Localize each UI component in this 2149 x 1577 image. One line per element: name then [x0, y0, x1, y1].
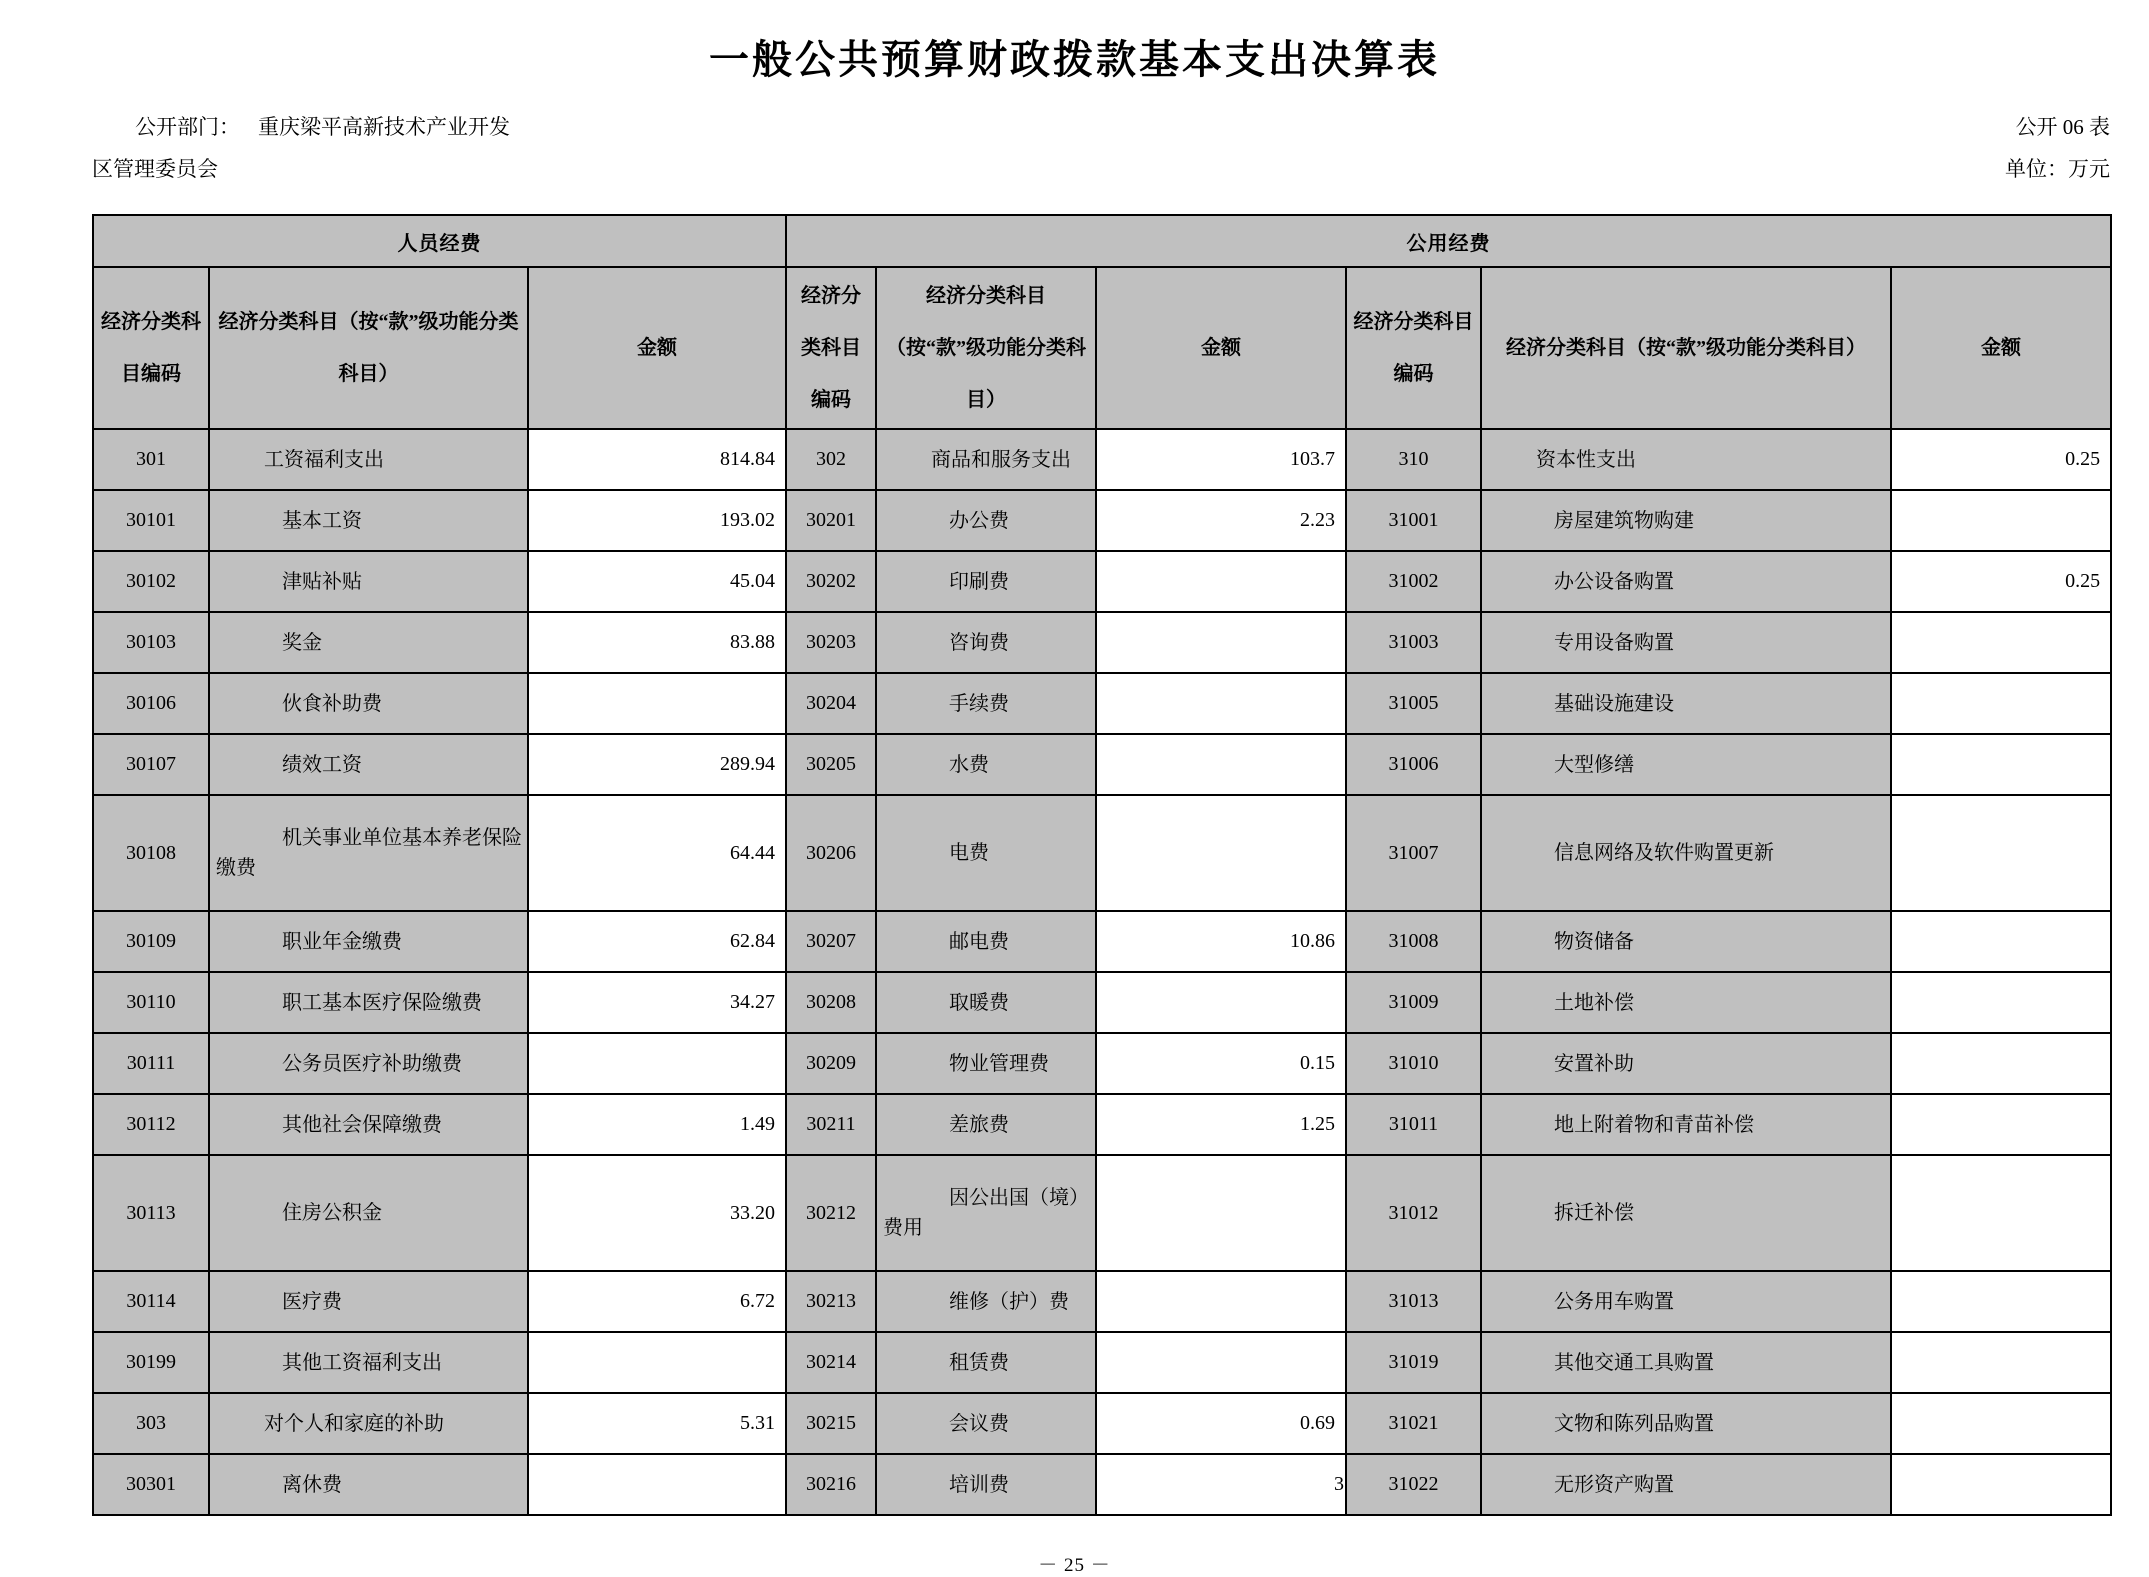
subject-cell: 对个人和家庭的补助 — [209, 1393, 528, 1454]
subject-cell: 奖金 — [209, 612, 528, 673]
amount-cell — [1096, 551, 1346, 612]
col-header-amount-2: 金额 — [1096, 267, 1346, 429]
code-cell: 30101 — [93, 490, 209, 551]
code-cell: 31009 — [1346, 972, 1481, 1033]
amount-cell — [1096, 734, 1346, 795]
subject-cell: 办公费 — [876, 490, 1096, 551]
subject-cell: 物资储备 — [1481, 911, 1891, 972]
amount-cell — [528, 1454, 786, 1515]
amount-cell: 0.69 — [1096, 1393, 1346, 1454]
amount-cell — [1096, 1271, 1346, 1332]
subject-cell: 房屋建筑物购建 — [1481, 490, 1891, 551]
budget-table — [92, 214, 2112, 1516]
department-label: 公开部门： — [135, 115, 240, 139]
subject-cell: 机关事业单位基本养老保险缴费 — [209, 795, 528, 911]
code-cell: 31019 — [1346, 1332, 1481, 1393]
subject-cell: 手续费 — [876, 673, 1096, 734]
meta-row-2 — [92, 156, 2110, 182]
table-row — [93, 1332, 2111, 1393]
amount-cell — [1891, 1454, 2111, 1515]
amount-cell — [1891, 1332, 2111, 1393]
code-cell: 30199 — [93, 1332, 209, 1393]
code-cell: 31010 — [1346, 1033, 1481, 1094]
code-cell: 30204 — [786, 673, 876, 734]
amount-cell: 2.23 — [1096, 490, 1346, 551]
code-cell: 30110 — [93, 972, 209, 1033]
subject-cell: 拆迁补偿 — [1481, 1155, 1891, 1271]
subject-cell: 安置补助 — [1481, 1033, 1891, 1094]
table-row — [93, 734, 2111, 795]
code-cell: 30209 — [786, 1033, 876, 1094]
code-cell: 30213 — [786, 1271, 876, 1332]
col-header-subject-1: 经济分类科目（按“款”级功能分类科目） — [209, 267, 528, 429]
code-cell: 30207 — [786, 911, 876, 972]
subject-cell: 商品和服务支出 — [876, 429, 1096, 490]
table-row — [93, 1271, 2111, 1332]
subject-cell: 大型修缮 — [1481, 734, 1891, 795]
subject-cell: 无形资产购置 — [1481, 1454, 1891, 1515]
code-cell: 31007 — [1346, 795, 1481, 911]
group-header-public: 公用经费 — [786, 215, 2111, 267]
subject-cell: 住房公积金 — [209, 1155, 528, 1271]
subject-cell: 医疗费 — [209, 1271, 528, 1332]
amount-cell: 289.94 — [528, 734, 786, 795]
amount-cell: 0.25 — [1891, 429, 2111, 490]
code-cell: 30206 — [786, 795, 876, 911]
amount-cell: 5.31 — [528, 1393, 786, 1454]
subject-cell: 咨询费 — [876, 612, 1096, 673]
subject-cell: 职工基本医疗保险缴费 — [209, 972, 528, 1033]
amount-cell — [1096, 972, 1346, 1033]
department-name-continued: 区管理委员会 — [92, 157, 218, 181]
subject-cell: 公务用车购置 — [1481, 1271, 1891, 1332]
amount-cell: 0.15 — [1096, 1033, 1346, 1094]
amount-cell: 62.84 — [528, 911, 786, 972]
amount-cell: 3 — [1096, 1454, 1346, 1515]
page-number: － 25 － — [1038, 1555, 1111, 1576]
code-cell: 30203 — [786, 612, 876, 673]
code-cell: 30103 — [93, 612, 209, 673]
table-row — [93, 1094, 2111, 1155]
subject-cell: 土地补偿 — [1481, 972, 1891, 1033]
subject-cell: 基础设施建设 — [1481, 673, 1891, 734]
col-header-amount-3: 金额 — [1891, 267, 2111, 429]
table-row — [93, 490, 2111, 551]
subject-cell: 取暖费 — [876, 972, 1096, 1033]
col-header-code-1: 经济分类科目编码 — [93, 267, 209, 429]
group-header-personnel: 人员经费 — [93, 215, 786, 267]
subject-cell: 水费 — [876, 734, 1096, 795]
table-row — [93, 795, 2111, 911]
group-header-row — [93, 215, 2111, 267]
amount-cell — [1891, 972, 2111, 1033]
code-cell: 30113 — [93, 1155, 209, 1271]
code-cell: 30107 — [93, 734, 209, 795]
code-cell: 30108 — [93, 795, 209, 911]
code-cell: 30211 — [786, 1094, 876, 1155]
amount-cell: 64.44 — [528, 795, 786, 911]
code-cell: 30208 — [786, 972, 876, 1033]
table-row — [93, 551, 2111, 612]
code-cell: 30301 — [93, 1454, 209, 1515]
col-header-code-2: 经济分类科目编码 — [786, 267, 876, 429]
amount-cell: 33.20 — [528, 1155, 786, 1271]
code-cell: 30114 — [93, 1271, 209, 1332]
amount-cell — [1891, 612, 2111, 673]
table-row — [93, 612, 2111, 673]
subject-cell: 邮电费 — [876, 911, 1096, 972]
table-row — [93, 1454, 2111, 1515]
code-cell: 30212 — [786, 1155, 876, 1271]
code-cell: 31001 — [1346, 490, 1481, 551]
subject-cell: 文物和陈列品购置 — [1481, 1393, 1891, 1454]
amount-cell: 103.7 — [1096, 429, 1346, 490]
amount-cell: 193.02 — [528, 490, 786, 551]
amount-cell — [1891, 1271, 2111, 1332]
amount-cell: 10.86 — [1096, 911, 1346, 972]
subject-cell: 专用设备购置 — [1481, 612, 1891, 673]
table-row — [93, 1155, 2111, 1271]
code-cell: 31021 — [1346, 1393, 1481, 1454]
code-cell: 31006 — [1346, 734, 1481, 795]
subject-cell: 租赁费 — [876, 1332, 1096, 1393]
amount-cell — [1891, 734, 2111, 795]
code-cell: 31008 — [1346, 911, 1481, 972]
subject-cell: 离休费 — [209, 1454, 528, 1515]
amount-cell — [1891, 1393, 2111, 1454]
meta-row-1 — [92, 114, 2110, 140]
column-header-row — [93, 267, 2111, 429]
subject-cell: 差旅费 — [876, 1094, 1096, 1155]
amount-cell: 0.25 — [1891, 551, 2111, 612]
subject-cell: 会议费 — [876, 1393, 1096, 1454]
amount-cell — [1891, 795, 2111, 911]
subject-cell: 绩效工资 — [209, 734, 528, 795]
code-cell: 310 — [1346, 429, 1481, 490]
code-cell: 30215 — [786, 1393, 876, 1454]
subject-cell: 地上附着物和青苗补偿 — [1481, 1094, 1891, 1155]
code-cell: 30205 — [786, 734, 876, 795]
amount-cell: 1.25 — [1096, 1094, 1346, 1155]
code-cell: 31022 — [1346, 1454, 1481, 1515]
subject-cell: 其他交通工具购置 — [1481, 1332, 1891, 1393]
amount-cell: 34.27 — [528, 972, 786, 1033]
subject-cell: 其他工资福利支出 — [209, 1332, 528, 1393]
col-header-amount-1: 金额 — [528, 267, 786, 429]
amount-cell — [1891, 673, 2111, 734]
code-cell: 301 — [93, 429, 209, 490]
amount-cell — [1891, 911, 2111, 972]
amount-cell: 45.04 — [528, 551, 786, 612]
subject-cell: 因公出国（境）费用 — [876, 1155, 1096, 1271]
col-header-subject-2: 经济分类科目（按“款”级功能分类科目） — [876, 267, 1096, 429]
subject-cell: 印刷费 — [876, 551, 1096, 612]
department-name: 重庆梁平高新技术产业开发 — [258, 115, 510, 139]
amount-cell — [1891, 1033, 2111, 1094]
table-row — [93, 911, 2111, 972]
amount-cell — [1096, 1332, 1346, 1393]
amount-cell — [1096, 673, 1346, 734]
amount-cell — [528, 1033, 786, 1094]
code-cell: 30201 — [786, 490, 876, 551]
code-cell: 303 — [93, 1393, 209, 1454]
code-cell: 30106 — [93, 673, 209, 734]
amount-cell: 814.84 — [528, 429, 786, 490]
code-cell: 31011 — [1346, 1094, 1481, 1155]
department-line — [92, 114, 510, 140]
amount-cell — [1096, 795, 1346, 911]
amount-cell: 6.72 — [528, 1271, 786, 1332]
code-cell: 31002 — [1346, 551, 1481, 612]
code-cell: 31005 — [1346, 673, 1481, 734]
subject-cell: 公务员医疗补助缴费 — [209, 1033, 528, 1094]
document-page — [0, 34, 2149, 1576]
subject-cell: 维修（护）费 — [876, 1271, 1096, 1332]
amount-cell — [1891, 1155, 2111, 1271]
table-row — [93, 1393, 2111, 1454]
subject-cell: 资本性支出 — [1481, 429, 1891, 490]
code-cell: 31012 — [1346, 1155, 1481, 1271]
code-cell: 302 — [786, 429, 876, 490]
subject-cell: 培训费 — [876, 1454, 1096, 1515]
amount-cell — [1096, 612, 1346, 673]
code-cell: 30112 — [93, 1094, 209, 1155]
amount-cell — [1891, 1094, 2111, 1155]
subject-cell: 办公设备购置 — [1481, 551, 1891, 612]
code-cell: 31013 — [1346, 1271, 1481, 1332]
code-cell: 30202 — [786, 551, 876, 612]
subject-cell: 工资福利支出 — [209, 429, 528, 490]
subject-cell: 基本工资 — [209, 490, 528, 551]
amount-cell — [528, 673, 786, 734]
subject-cell: 信息网络及软件购置更新 — [1481, 795, 1891, 911]
amount-cell: 83.88 — [528, 612, 786, 673]
subject-cell: 津贴补贴 — [209, 551, 528, 612]
col-header-subject-3: 经济分类科目（按“款”级功能分类科目） — [1481, 267, 1891, 429]
code-cell: 30111 — [93, 1033, 209, 1094]
subject-cell: 职业年金缴费 — [209, 911, 528, 972]
col-header-code-3: 经济分类科目编码 — [1346, 267, 1481, 429]
page-title: 一般公共预算财政拨款基本支出决算表 — [709, 37, 1440, 82]
unit-label: 单位：万元 — [2005, 157, 2110, 181]
subject-cell: 其他社会保障缴费 — [209, 1094, 528, 1155]
amount-cell — [1891, 490, 2111, 551]
amount-cell — [1096, 1155, 1346, 1271]
table-row — [93, 1033, 2111, 1094]
code-cell: 30109 — [93, 911, 209, 972]
code-cell: 30214 — [786, 1332, 876, 1393]
subject-cell: 伙食补助费 — [209, 673, 528, 734]
subject-cell: 物业管理费 — [876, 1033, 1096, 1094]
table-row — [93, 429, 2111, 490]
code-cell: 31003 — [1346, 612, 1481, 673]
table-row — [93, 972, 2111, 1033]
subject-cell: 电费 — [876, 795, 1096, 911]
amount-cell: 1.49 — [528, 1094, 786, 1155]
amount-cell — [528, 1332, 786, 1393]
table-row — [93, 673, 2111, 734]
code-cell: 30216 — [786, 1454, 876, 1515]
table-number: 公开 06 表 — [2015, 115, 2110, 139]
code-cell: 30102 — [93, 551, 209, 612]
